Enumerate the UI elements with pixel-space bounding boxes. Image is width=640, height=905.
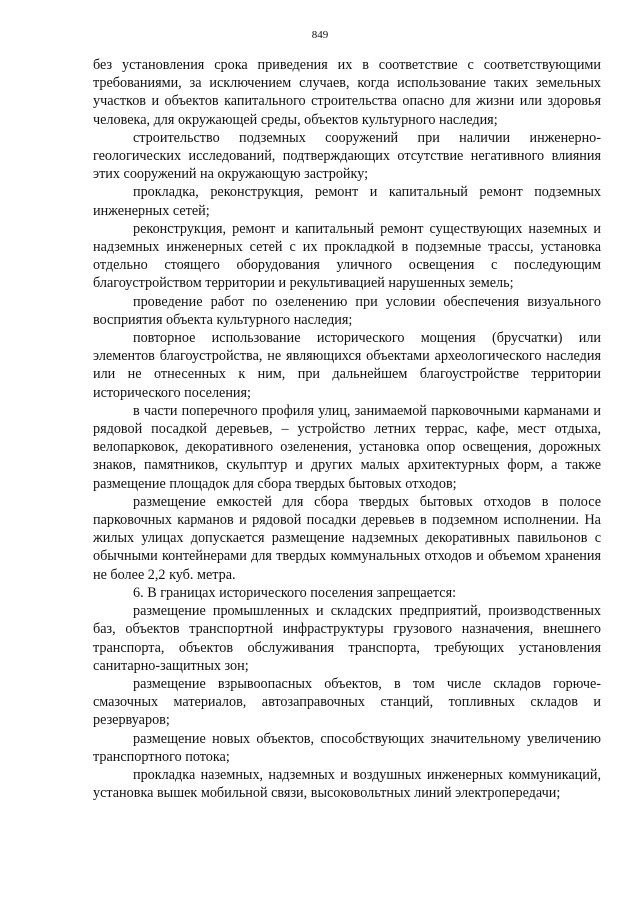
paragraph-4: реконструкция, ремонт и капитальный ремонт существующих наземных и надземных инженерных сетей с их прокладкой в подземные трассы, установка отдельно стоящего оборудования уличного освещения с последующим благоустройством территории и рекультивацией нарушенных земель; (93, 220, 601, 292)
paragraph-1: без установления срока приведения их в соответствие с соответствующими требованиями, за исключением случаев, когда использование таких земельных участков и объектов капитального строительства опасно для жизни или здоровья человека, для окружающей среды, объектов культурного наследия; (93, 57, 601, 128)
paragraph-5: проведение работ по озеленению при условии обеспечения визуального восприятия объекта культурного наследия; (93, 293, 601, 328)
paragraph-6: повторное использование исторического мощения (брусчатки) или элементов благоустройства, не являющихся объектами археологического наследия или не отнесенных к ним, при дальнейшем благоустройстве территории исторического поселения; (93, 330, 601, 401)
document-body (93, 56, 601, 802)
paragraph-13: прокладка наземных, надземных и воздушных инженерных коммуникаций, установка вышек мобильной связи, высоковольтных линий электропередачи; (93, 766, 601, 802)
paragraph-10: размещение промышленных и складских предприятий, производственных баз, объектов транспортной инфраструктуры грузового назначения, внешнего транспорта, объектов обслуживания транспорта, требующих установления санитарно-защитных зон; (93, 603, 601, 674)
section-heading-6: 6. В границах исторического поселения запрещается: (133, 584, 457, 601)
page-number: 849 (311, 29, 329, 41)
paragraph-7: в части поперечного профиля улиц, занимаемой парковочными карманами и рядовой посадкой деревьев, – устройство летних террас, кафе, мест отдыха, велопарковок, декоративного озеленения, установка опор освещения, дорожных знаков, памятников, скульптур и других малых архитектурных форм, а также размещение площадок для сбора твердых бытовых отходов; (93, 402, 601, 492)
paragraph-3: прокладка, реконструкция, ремонт и капитальный ремонт подземных инженерных сетей; (93, 184, 601, 219)
paragraph-8: размещение емкостей для сбора твердых бытовых отходов в полосе парковочных карманов и рядовой посадки деревьев в подземном исполнении. На жилых улицах допускается размещение надземных декоративных павильонов с обычными контейнерами для твердых коммунальных отходов и объемом хранения не более 2,2 куб. метра. (93, 493, 601, 583)
paragraph-11: размещение взрывоопасных объектов, в том числе складов горюче-смазочных материалов, автозаправочных станций, топливных складов и резервуаров; (93, 675, 601, 729)
paragraph-12: размещение новых объектов, способствующих значительному увеличению транспортного потока; (93, 730, 601, 765)
paragraph-2: строительство подземных сооружений при наличии инженерно-геологических исследований, подтверждающих отсутствие негативного влияния этих сооружений на окружающую застройку; (93, 129, 601, 183)
